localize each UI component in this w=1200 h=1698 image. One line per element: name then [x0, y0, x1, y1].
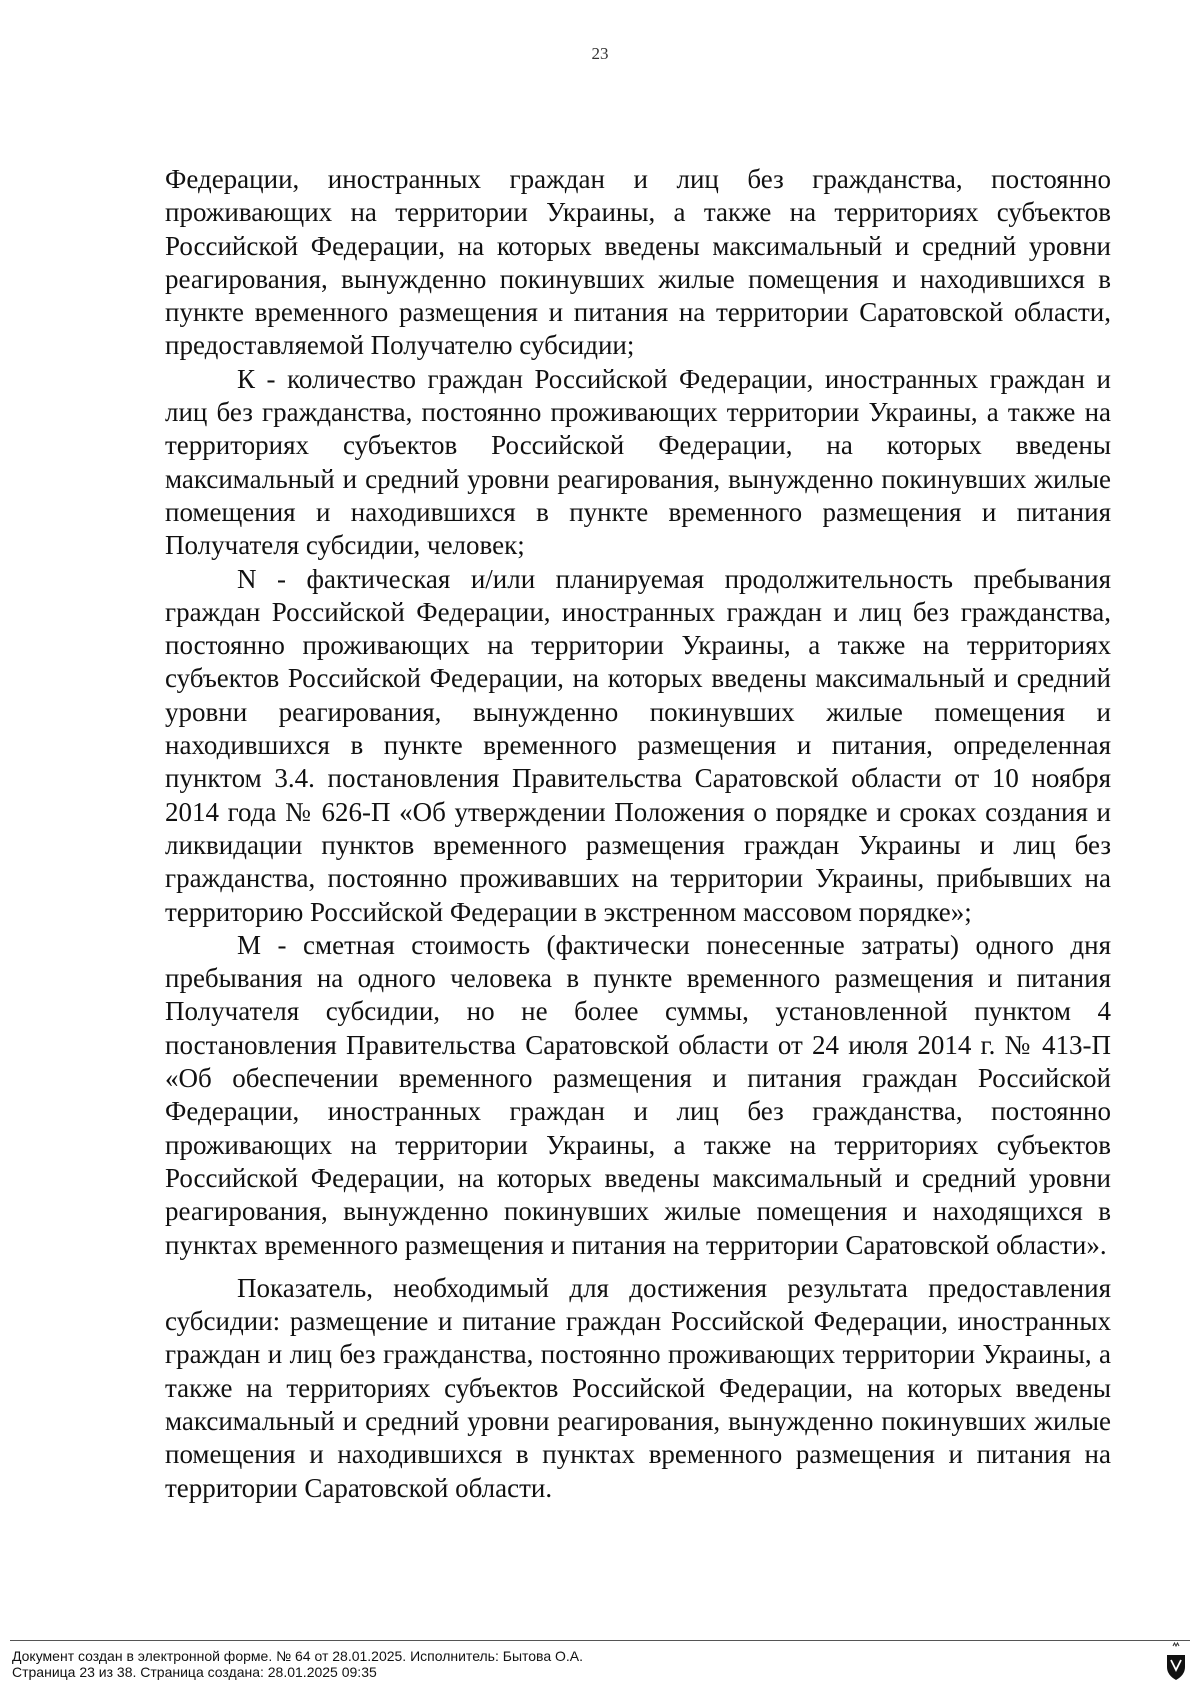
footer-line-page-info: Страница 23 из 38. Страница создана: 28.01.2025 09:35	[12, 1664, 377, 1680]
body-paragraph-4: М - сметная стоимость (фактически понесенные затраты) одного дня пребывания на одного человека в пункте временного размещения и питания Получателя субсидии, но не более суммы, установленной пунктом 4 постановления Правительства Саратовской области от 24 июля 2014 г. № 413-П «Об обеспечении временного размещения и питания граждан Российской Федерации, иностранных граждан и лиц без гражданства, постоянно проживающих на территории Украины, а также на территориях субъектов Российской Федерации, на которых введены максимальный и средний уровни реагирования, вынужденно покинувших жилые помещения и находящихся в пунктах временного размещения и питания на территории Саратовской области».	[165, 929, 1111, 1260]
body-paragraph-3: N - фактическая и/или планируемая продолжительность пребывания граждан Российской Федерации, иностранных граждан и лиц без гражданства, постоянно проживающих на территории Украины, а также на территориях субъектов Российской Федерации, на которых введены максимальный и средний уровни реагирования, вынужденно покинувших жилые помещения и находившихся в пункте временного размещения и питания, определенная пунктом 3.4. постановления Правительства Саратовской области от 10 ноября 2014 года № 626-П «Об утверждении Положения о порядке и сроках создания и ликвидации пунктов временного размещения граждан Украины и лиц без гражданства, постоянно проживавших на территории Украины, прибывших на территорию Российской Федерации в экстренном массовом порядке»;	[165, 563, 1111, 927]
body-paragraph-2: К - количество граждан Российской Федерации, иностранных граждан и лиц без гражданства, постоянно проживающих территории Украины, а также на территориях субъектов Российской Федерации, на которых введены максимальный и средний уровни реагирования, вынужденно покинувших жилые помещения и находившихся в пункте временного размещения и питания Получателя субсидии, человек;	[165, 363, 1111, 561]
body-paragraph-5: Показатель, необходимый для достижения результата предоставления субсидии: размещение и питание граждан Российской Федерации, иностранных граждан и лиц без гражданства, постоянно проживающих территории Украины, а также на территориях субъектов Российской Федерации, на которых введены максимальный и средний уровни реагирования, вынужденно покинувших жилые помещения и находившихся в пунктах временного размещения и питания на территории Саратовской области.	[165, 1272, 1111, 1503]
page-number: 23	[591, 44, 609, 63]
document-body	[165, 163, 1111, 1505]
coat-of-arms-icon	[1163, 1642, 1189, 1686]
footer-line-creation: Документ создан в электронной форме. № 64 от 28.01.2025. Исполнитель: Бытова О.А.	[12, 1648, 584, 1664]
footer-divider	[10, 1640, 1190, 1641]
document-footer	[12, 1648, 583, 1680]
body-paragraph-1: Федерации, иностранных граждан и лиц без гражданства, постоянно проживающих на территории Украины, а также на территориях субъектов Российской Федерации, на которых введены максимальный и средний уровни реагирования, вынужденно покинувших жилые помещения и находившихся в пункте временного размещения и питания на территории Саратовской области, предоставляемой Получателю субсидии;	[165, 164, 1111, 361]
